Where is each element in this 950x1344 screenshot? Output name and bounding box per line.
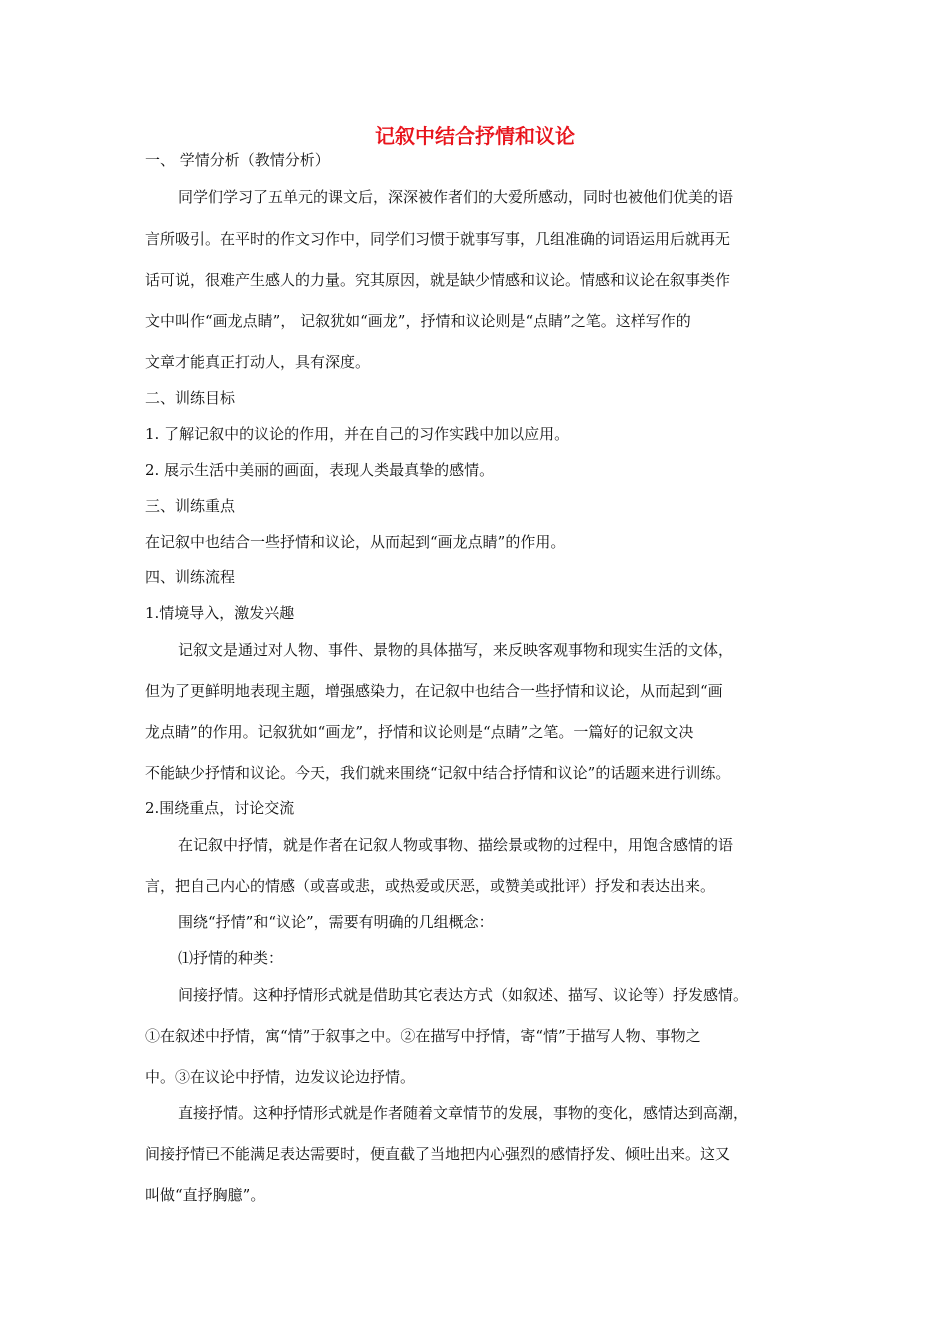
list-item: 2. 展示生活中美丽的画面，表现人类最真挚的感情。 <box>145 461 495 479</box>
section-heading-1: 一、 学情分析（教情分析） <box>145 151 330 169</box>
paragraph-line: 言所吸引。在平时的作文习作中，同学们习惯于就事写事，几组准确的词语运用后就再无 <box>145 230 731 248</box>
list-item: 1. 了解记叙中的议论的作用，并在自己的习作实践中加以应用。 <box>145 425 570 443</box>
paragraph-line: 间接抒情。这种抒情形式就是借助其它表达方式（如叙述、描写、议论等）抒发感情。 <box>178 986 749 1004</box>
subheading: 2.围绕重点，讨论交流 <box>145 799 295 817</box>
subheading: 1.情境导入，激发兴趣 <box>145 604 295 622</box>
paragraph-line: 直接抒情。这种抒情形式就是作者随着文章情节的发展，事物的变化，感情达到高潮， <box>178 1104 749 1122</box>
section-heading-2: 二、训练目标 <box>145 389 236 407</box>
paragraph-line: 言，把自己内心的情感（或喜或悲，或热爱或厌恶，或赞美或批评）抒发和表达出来。 <box>145 877 716 895</box>
document-title: 记叙中结合抒情和议论 <box>375 124 575 148</box>
paragraph-line: 围绕“抒情”和“议论”，需要有明确的几组概念： <box>178 913 494 931</box>
paragraph-line: 话可说，很难产生感人的力量。究其原因，就是缺少情感和议论。情感和议论在叙事类作 <box>145 271 731 289</box>
paragraph-line: ⑴抒情的种类： <box>178 949 284 967</box>
paragraph-line: 记叙文是通过对人物、事件、景物的具体描写，来反映客观事物和现实生活的文体， <box>178 641 734 659</box>
section-heading-4: 四、训练流程 <box>145 568 236 586</box>
paragraph-line: 文章才能真正打动人，具有深度。 <box>145 353 371 371</box>
paragraph-line: 不能缺少抒情和议论。今天，我们就来围绕“记叙中结合抒情和议论”的话题来进行训练。 <box>145 764 731 782</box>
section-heading-3: 三、训练重点 <box>145 497 236 515</box>
paragraph-line: 叫做“直抒胸臆”。 <box>145 1186 266 1204</box>
paragraph-line: 在记叙中也结合一些抒情和议论，从而起到“画龙点睛”的作用。 <box>145 533 566 551</box>
paragraph-line: 在记叙中抒情，就是作者在记叙人物或事物、描绘景或物的过程中，用饱含感情的语 <box>178 836 734 854</box>
paragraph-line: 间接抒情已不能满足表达需要时，便直截了当地把内心强烈的感情抒发、倾吐出来。这又 <box>145 1145 731 1163</box>
paragraph-line: 龙点睛”的作用。记叙犹如“画龙”，抒情和议论则是“点睛”之笔。一篇好的记叙文决 <box>145 723 694 741</box>
paragraph-line: 但为了更鲜明地表现主题，增强感染力，在记叙中也结合一些抒情和议论，从而起到“画 <box>145 682 723 700</box>
paragraph-line: 同学们学习了五单元的课文后，深深被作者们的大爱所感动，同时也被他们优美的语 <box>178 188 734 206</box>
paragraph-line: ①在叙述中抒情，寓“情”于叙事之中。②在描写中抒情，寄“情”于描写人物、事物之 <box>145 1027 701 1045</box>
paragraph-line: 中。③在议论中抒情，边发议论边抒情。 <box>145 1068 416 1086</box>
paragraph-line: 文中叫作“画龙点睛”， 记叙犹如“画龙”，抒情和议论则是“点睛”之笔。这样写作的 <box>145 312 691 330</box>
